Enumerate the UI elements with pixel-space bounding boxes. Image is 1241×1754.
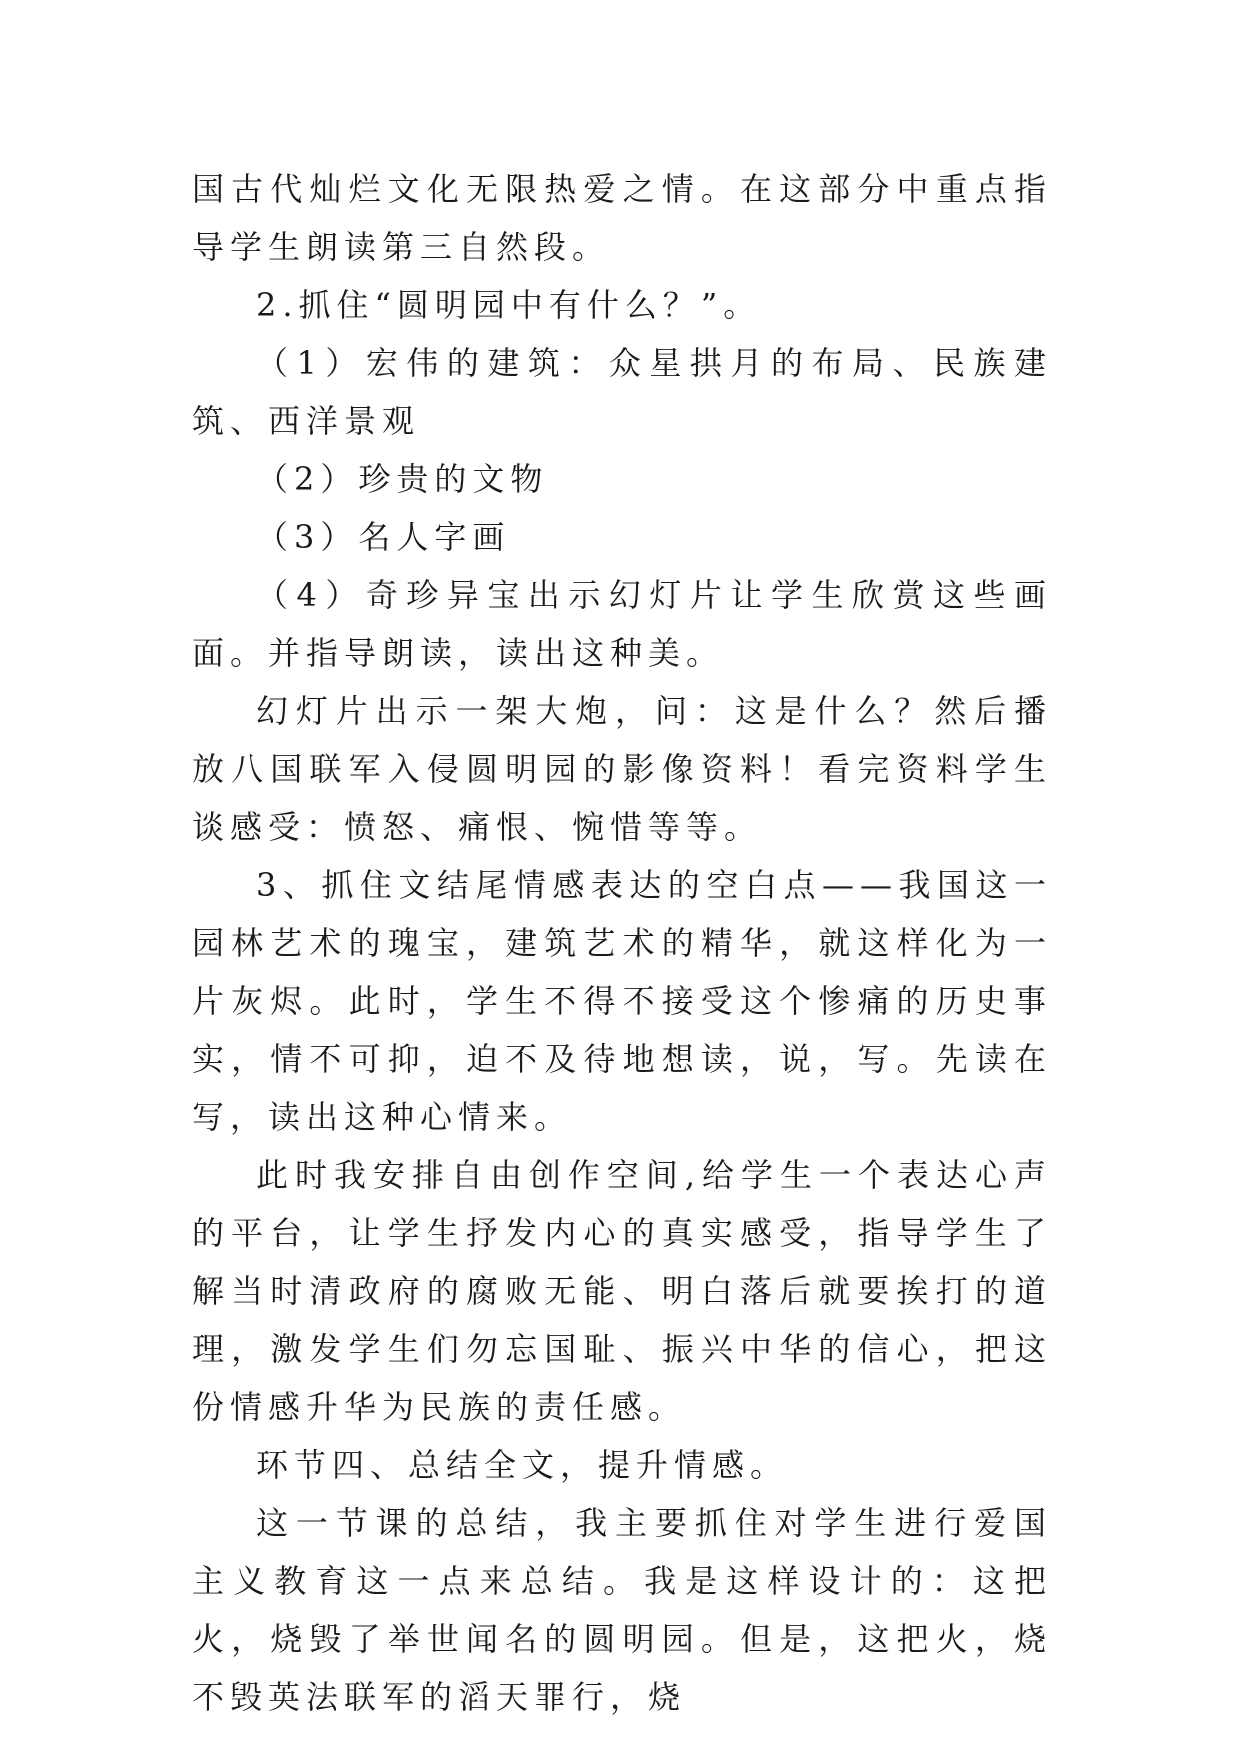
paragraph: 2.抓住“圆明园中有什么？”。	[256, 286, 762, 324]
paragraph: 3、抓住文结尾情感表达的空白点——我国这一园林艺术的瑰宝，建筑艺术的精华，就这样化为一片灰烬。此时，学生不得不接受这个惨痛的历史事实，情不可抑，迫不及待地想读，说，写。先读在写，读出这种心情来。	[192, 866, 1052, 1136]
list-item: （4）奇珍异宝出示幻灯片让学生欣赏这些画面。并指导朗读，读出这种美。	[192, 576, 1052, 672]
section-heading: 环节四、总结全文，提升情感。	[256, 1446, 789, 1484]
list-item: （2）珍贵的文物	[256, 460, 549, 498]
list-item: （3）名人字画	[256, 518, 511, 556]
document-body	[192, 160, 1052, 1726]
paragraph: 此时我安排自由创作空间,给学生一个表达心声的平台，让学生抒发内心的真实感受，指导学生了解当时清政府的腐败无能、明白落后就要挨打的道理，激发学生们勿忘国耻、振兴中华的信心，把这份情感升华为民族的责任感。	[192, 1156, 1052, 1426]
list-item: （1）宏伟的建筑：众星拱月的布局、民族建筑、西洋景观	[192, 344, 1052, 440]
paragraph: 幻灯片出示一架大炮，问：这是什么？然后播放八国联军入侵圆明园的影像资料！看完资料学生谈感受：愤怒、痛恨、惋惜等等。	[192, 692, 1052, 846]
paragraph: 国古代灿烂文化无限热爱之情。在这部分中重点指导学生朗读第三自然段。	[192, 170, 1052, 266]
paragraph: 这一节课的总结，我主要抓住对学生进行爱国主义教育这一点来总结。我是这样设计的：这把火，烧毁了举世闻名的圆明园。但是，这把火，烧不毁英法联军的滔天罪行，烧	[192, 1504, 1052, 1716]
